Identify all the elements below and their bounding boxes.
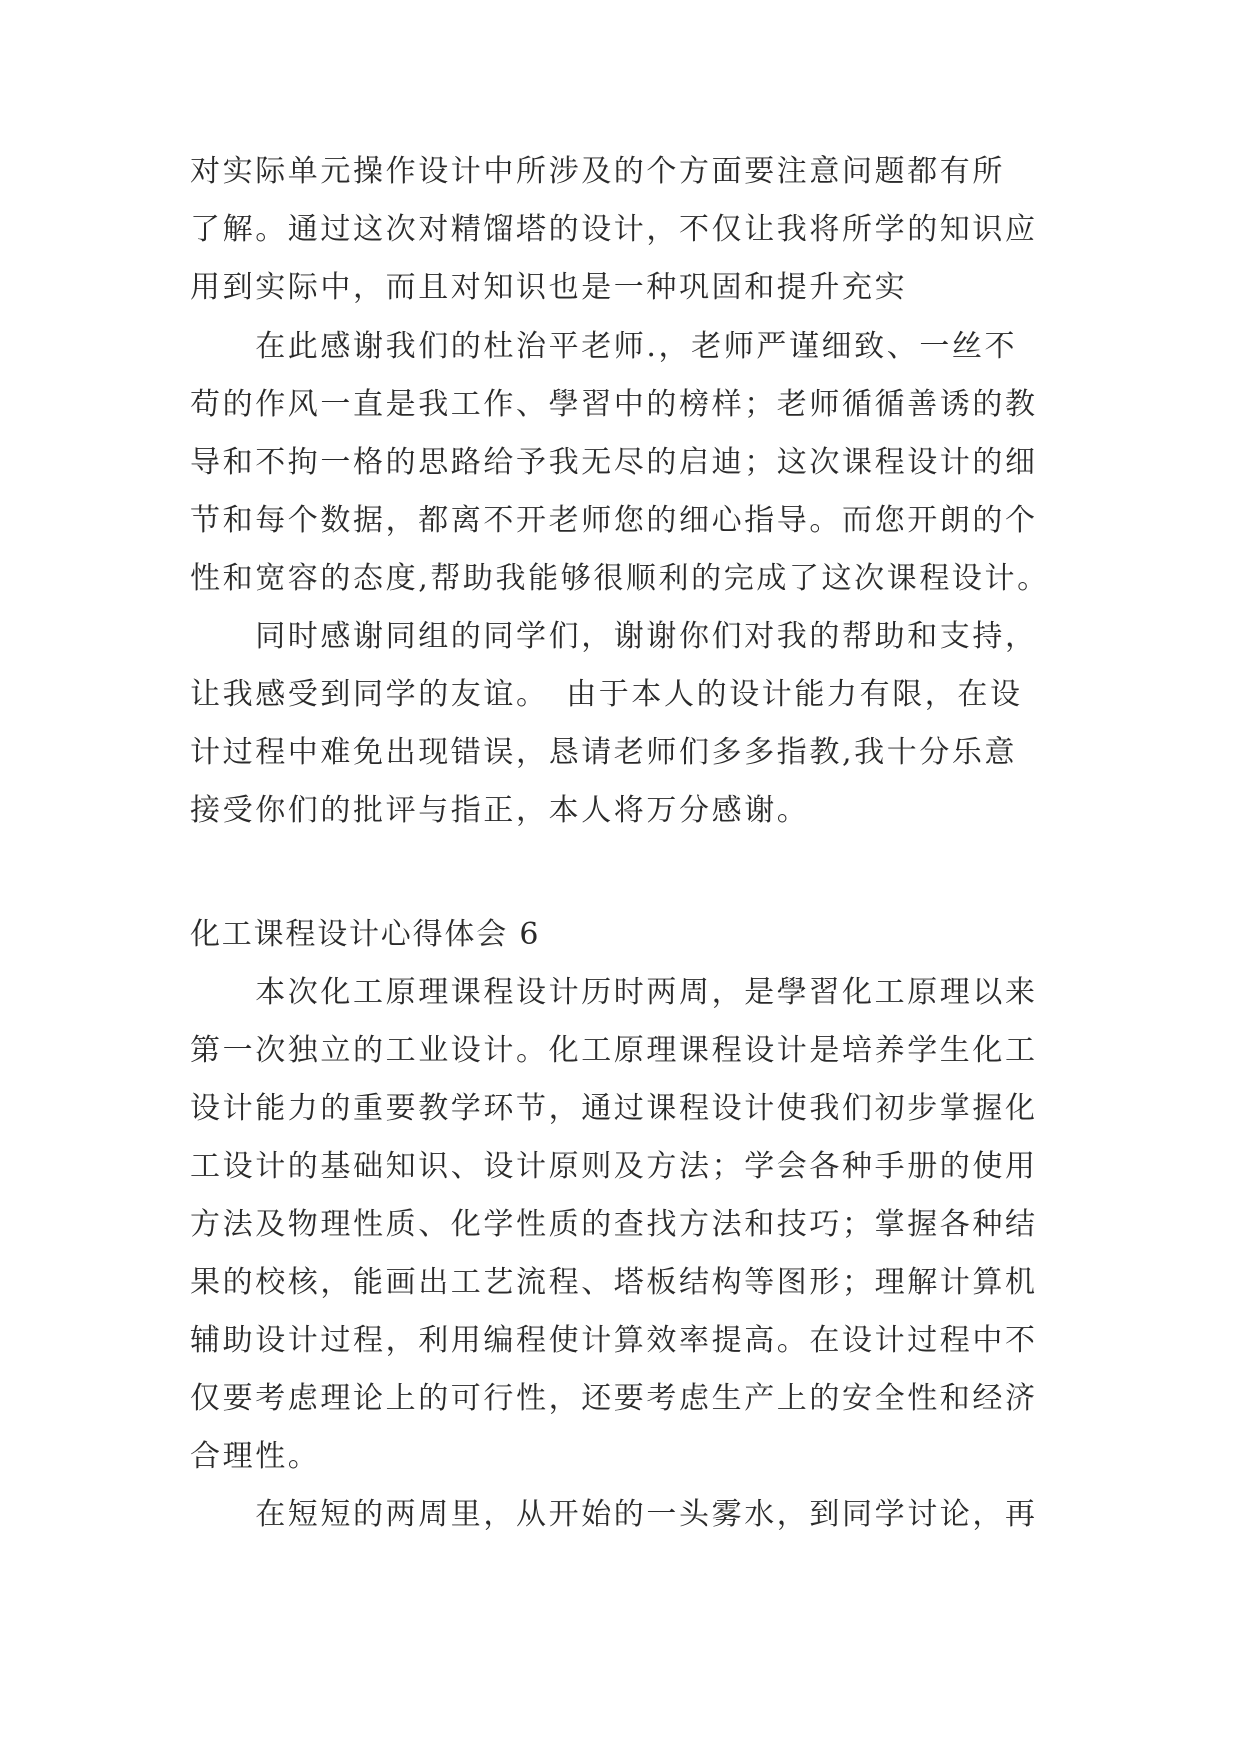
- text-line: 在此感谢我们的杜治平老师.，老师严谨细致、一丝不: [190, 329, 1018, 364]
- text-line: 设计能力的重要教学环节，通过课程设计使我们初步掌握化: [190, 1091, 1038, 1126]
- text-line: 导和不拘一格的思路给予我无尽的启迪；这次课程设计的细: [190, 445, 1038, 480]
- text-line: 接受你们的批评与指正，本人将万分感谢。: [190, 793, 810, 828]
- text-line: 辅助设计过程，利用编程使计算效率提高。在设计过程中不: [190, 1323, 1038, 1358]
- text-line: 计过程中难免出现错误，恳请老师们多多指教,我十分乐意: [190, 735, 1018, 770]
- text-line: 对实际单元操作设计中所涉及的个方面要注意问题都有所: [190, 154, 1005, 189]
- text-line: 果的校核，能画出工艺流程、塔板结构等图形；理解计算机: [190, 1265, 1038, 1300]
- text-line: 合理性。: [190, 1439, 321, 1474]
- section-heading: 化工课程设计心得体会 6: [190, 917, 541, 952]
- text-line: 方法及物理性质、化学性质的查找方法和技巧；掌握各种结: [190, 1207, 1038, 1242]
- text-line: 节和每个数据，都离不开老师您的细心指导。而您开朗的个: [190, 503, 1038, 538]
- text-line: 苟的作风一直是我工作、學習中的榜样；老师循循善诱的教: [190, 387, 1038, 422]
- text-line: 本次化工原理课程设计历时两周，是學習化工原理以来: [190, 975, 1038, 1010]
- text-line: 工设计的基础知识、设计原则及方法；学会各种手册的使用: [190, 1149, 1038, 1184]
- text-line: 了解。通过这次对精馏塔的设计，不仅让我将所学的知识应: [190, 212, 1038, 247]
- text-line: 用到实际中，而且对知识也是一种巩固和提升充实: [190, 270, 908, 305]
- text-line: 让我感受到同学的友谊。 由于本人的设计能力有限，在设: [190, 677, 1023, 712]
- text-line: 同时感谢同组的同学们，谢谢你们对我的帮助和支持，: [190, 619, 1038, 654]
- text-line: 性和宽容的态度,帮助我能够很顺利的完成了这次课程设计。: [190, 561, 1050, 596]
- text-line: 仅要考虑理论上的可行性，还要考虑生产上的安全性和经济: [190, 1381, 1038, 1416]
- text-line: 在短短的两周里，从开始的一头雾水，到同学讨论，再: [190, 1497, 1038, 1532]
- text-line: 第一次独立的工业设计。化工原理课程设计是培养学生化工: [190, 1033, 1038, 1068]
